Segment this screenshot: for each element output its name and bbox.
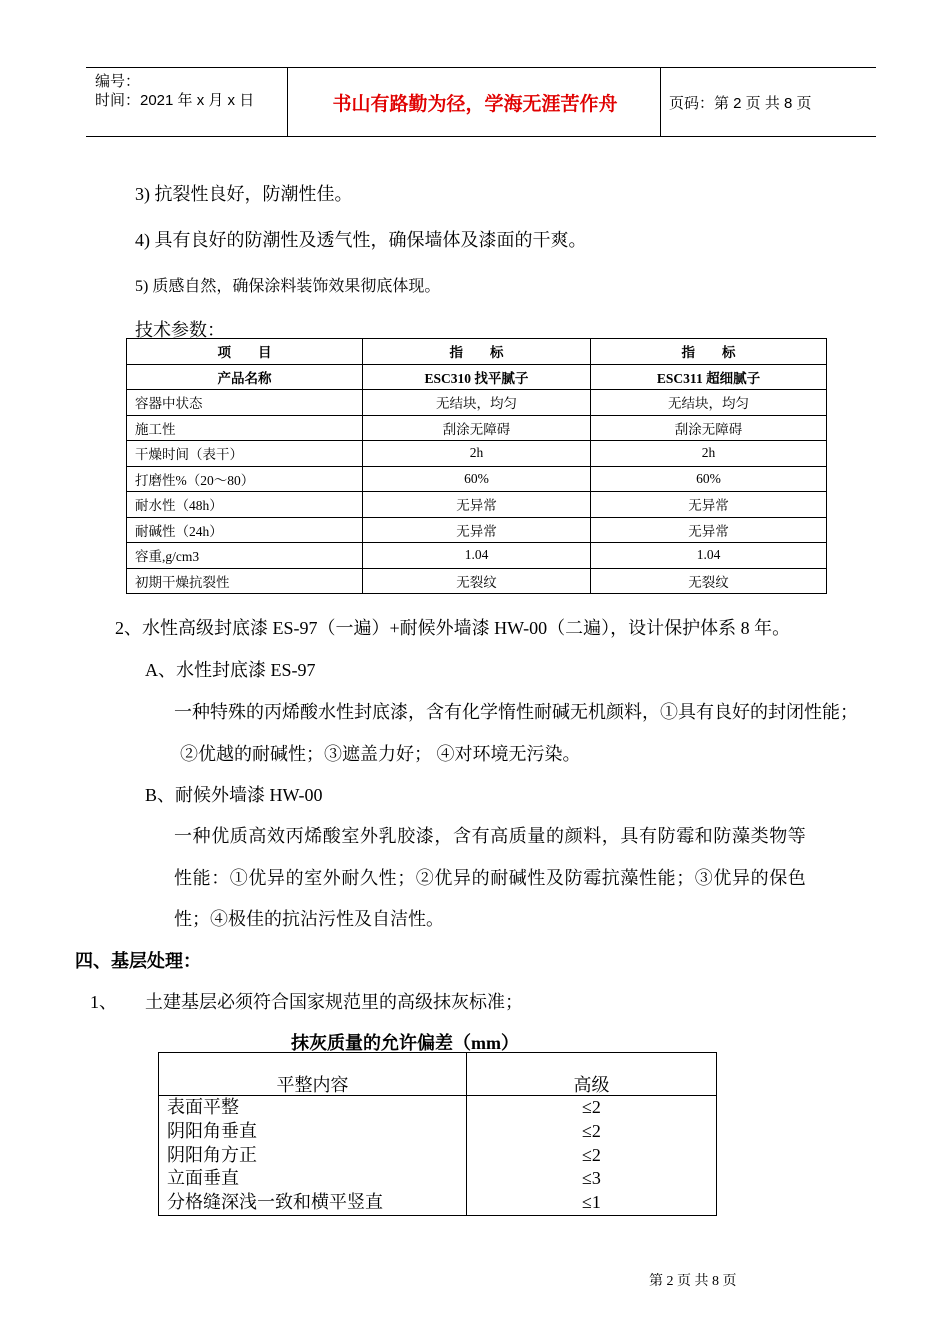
plaster-tolerance-table: [158, 1052, 717, 1216]
list-item: ≤2: [582, 1120, 601, 1141]
table-cell: 1.04: [363, 543, 591, 569]
table-row: [127, 390, 827, 416]
table-cell: 60%: [591, 466, 827, 492]
item-5: 5) 质感自然，确保涂料装饰效果彻底体现。: [135, 278, 441, 295]
page-footer: 第 2 页 共 8 页: [649, 1274, 737, 1289]
section2-a-line: ②优越的耐碱性；③遮盖力好； ④对环境无污染。: [180, 744, 581, 764]
table-cell: 耐碱性（24h）: [127, 517, 363, 543]
item-4: 4) 具有良好的防潮性及透气性，确保墙体及漆面的干爽。: [135, 230, 587, 250]
list-item: 分格缝深浅一致和横平竖直: [167, 1192, 383, 1213]
table-cell: 1.04: [591, 543, 827, 569]
table-header-row: [127, 339, 827, 365]
table-cell: [467, 1096, 717, 1216]
table-row: [127, 568, 827, 594]
table-row: [159, 1096, 717, 1216]
table-cell: 容重,g/cm3: [127, 543, 363, 569]
table-cell: 打磨性%（20～80）: [127, 466, 363, 492]
table-header-cell: 项 目: [127, 339, 363, 365]
table-header-cell: ESC310 找平腻子: [363, 364, 591, 390]
table-cell: 刮涂无障碍: [591, 415, 827, 441]
table-cell: 无结块，均匀: [591, 390, 827, 416]
table-cell: 无异常: [363, 517, 591, 543]
table-cell: 2h: [363, 441, 591, 467]
list-item: 立面垂直: [167, 1168, 239, 1189]
table-row: [127, 466, 827, 492]
list-item: 表面平整: [167, 1097, 239, 1117]
section2-b-line: 性能：①优异的室外耐久性；②优异的耐碱性及防霉抗藻性能；③优异的保色: [174, 868, 807, 888]
table-cell: 无异常: [591, 517, 827, 543]
item-3: 3) 抗裂性良好，防潮性佳。: [135, 184, 353, 204]
table-cell: 2h: [591, 441, 827, 467]
section2-b-title: B、耐候外墙漆 HW-00: [145, 785, 323, 805]
list-item: ≤2: [582, 1097, 601, 1117]
number-label: 编号：: [95, 73, 141, 90]
table-cell: 容器中状态: [127, 390, 363, 416]
table-cell: 无异常: [363, 492, 591, 518]
table-subheader-row: [127, 364, 827, 390]
table-header-cell: 平整内容: [159, 1053, 467, 1096]
time-label: 时间：2021 年 x 月 x 日: [95, 92, 255, 109]
table-header-row: [159, 1053, 717, 1096]
table-cell: 施工性: [127, 415, 363, 441]
tech-params-table: [126, 338, 827, 594]
section2-title: 2、水性高级封底漆 ES-97（一遍）+耐候外墙漆 HW-00（二遍），设计保护体系 8 年。: [115, 618, 791, 638]
tech-params-title: 技术参数：: [135, 320, 225, 340]
page-header: [86, 67, 876, 137]
list-item: ≤1: [582, 1192, 601, 1213]
table-header-cell: 指 标: [363, 339, 591, 365]
table-cell: [159, 1096, 467, 1216]
section4-item1-text: 土建基层必须符合国家规范里的高级抹灰标准；: [145, 992, 523, 1012]
header-page-label: 页码：第 2 页 共 8 页: [669, 95, 812, 112]
list-item: 阴阳角方正: [167, 1144, 257, 1165]
table-header-cell: 指 标: [591, 339, 827, 365]
table-header-cell: 高级: [467, 1053, 717, 1096]
plaster-table-title: 抹灰质量的允许偏差（mm）: [291, 1033, 519, 1053]
section2-b-line: 性；④极佳的抗沾污性及自洁性。: [174, 909, 444, 929]
table-cell: 刮涂无障碍: [363, 415, 591, 441]
list-item: 阴阳角垂直: [167, 1120, 257, 1141]
section2-a-title: A、水性封底漆 ES-97: [145, 660, 316, 680]
section2-b-line: 一种优质高效丙烯酸室外乳胶漆，含有高质量的颜料，具有防霉和防藻类物等: [174, 826, 807, 846]
list-item: ≤2: [582, 1144, 601, 1165]
table-row: [127, 543, 827, 569]
table-cell: 无裂纹: [363, 568, 591, 594]
header-left: [95, 72, 254, 110]
table-header-cell: ESC311 超细腻子: [591, 364, 827, 390]
section2-a-line: 一种特殊的丙烯酸水性封底漆，含有化学惰性耐碱无机颜料，①具有良好的封闭性能；: [174, 702, 858, 722]
table-row: [127, 441, 827, 467]
table-cell: 耐水性（48h）: [127, 492, 363, 518]
table-cell: 初期干燥抗裂性: [127, 568, 363, 594]
header-divider: [287, 68, 288, 136]
table-cell: 60%: [363, 466, 591, 492]
table-cell: 干燥时间（表干）: [127, 441, 363, 467]
table-cell: 无裂纹: [591, 568, 827, 594]
table-cell: 无结块，均匀: [363, 390, 591, 416]
table-row: [127, 415, 827, 441]
table-row: [127, 517, 827, 543]
table-header-cell: 产品名称: [127, 364, 363, 390]
header-motto: 书山有路勤为径，学海无涯苦作舟: [332, 92, 618, 115]
list-item: ≤3: [582, 1168, 601, 1189]
section4-title: 四、基层处理：: [75, 951, 201, 971]
table-cell: 无异常: [591, 492, 827, 518]
section4-item1-number: 1、: [90, 992, 117, 1012]
table-row: [127, 492, 827, 518]
